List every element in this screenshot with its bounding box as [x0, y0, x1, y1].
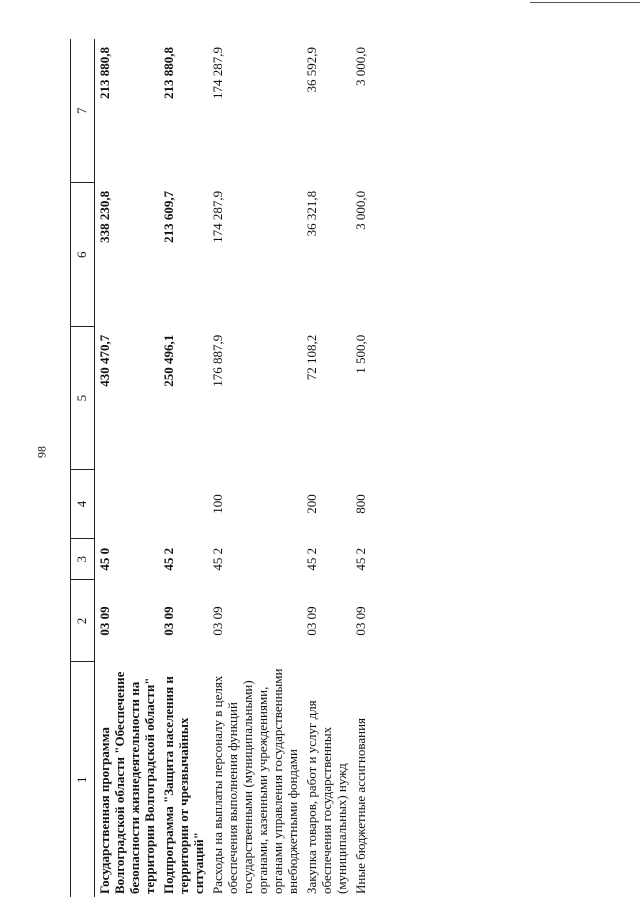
row-expense-type [159, 470, 208, 539]
header-cell-6: 6 [71, 183, 95, 327]
row-year3: 213 880,8 [97, 47, 112, 99]
row-year1: 250 496,1 [161, 334, 176, 387]
table-row [302, 39, 351, 897]
row-name: Иные бюджетные ассигнования [353, 717, 368, 894]
row-article: 45 2 [210, 547, 225, 571]
table-row [208, 39, 302, 897]
row-section: 03 09 [210, 606, 225, 636]
row-year2: 338 230,8 [97, 190, 112, 243]
table-header [71, 39, 95, 897]
row-section: 03 09 [353, 606, 368, 636]
table-row [351, 39, 370, 897]
row-article: 45 0 [97, 547, 112, 571]
row-year1: 176 887,9 [210, 334, 225, 387]
row-section: 03 09 [97, 606, 112, 636]
row-expense-type: 800 [353, 494, 368, 514]
row-year1: 72 108,2 [304, 334, 319, 381]
row-year3: 36 592,9 [304, 47, 319, 93]
row-year2: 36 321,8 [304, 190, 319, 237]
row-year2: 3 000,0 [353, 190, 368, 230]
header-cell-4: 4 [71, 470, 95, 539]
row-name: Расходы на выплаты персоналу в целях обеспечения выполнения функций государственными (муниципальными) органами, казенными учреждениями, органами управления государственными внебюджетными фондами [210, 668, 300, 894]
header-row [71, 39, 95, 897]
row-year3: 213 880,8 [161, 47, 176, 99]
header-cell-3: 3 [71, 538, 95, 580]
row-year2: 213 609,7 [161, 190, 176, 243]
row-year3: 174 287,9 [210, 47, 225, 99]
row-year1: 430 470,7 [97, 334, 112, 387]
row-article: 45 2 [353, 547, 368, 571]
row-expense-type: 100 [210, 494, 225, 514]
budget-table [70, 39, 370, 897]
row-section: 03 09 [161, 606, 176, 636]
header-cell-1: 1 [71, 662, 95, 897]
table-body [95, 39, 371, 897]
table-row [159, 39, 208, 897]
row-article: 45 2 [161, 547, 176, 571]
header-cell-5: 5 [71, 327, 95, 470]
row-name: Государственная программа Волгоградской области "Обеспечение безопасности жизнедеятельности на территории Волгоградской области" [97, 671, 157, 894]
row-year1: 1 500,0 [353, 334, 368, 374]
page-number: 98 [34, 446, 49, 458]
row-year2: 174 287,9 [210, 190, 225, 243]
row-name: Закупка товаров, работ и услуг для обеспечения государственных (муниципальных) нужд [304, 700, 349, 894]
row-name: Подпрограмма "Защита населения и территории от чрезвычайных ситуаций" [161, 676, 206, 894]
row-expense-type [95, 470, 160, 539]
row-expense-type: 200 [304, 494, 319, 514]
row-article: 45 2 [304, 547, 319, 571]
row-year3: 3 000,0 [353, 47, 368, 86]
header-cell-7: 7 [71, 39, 95, 183]
table-row [95, 39, 160, 897]
header-cell-2: 2 [71, 580, 95, 662]
row-section: 03 09 [304, 606, 319, 636]
